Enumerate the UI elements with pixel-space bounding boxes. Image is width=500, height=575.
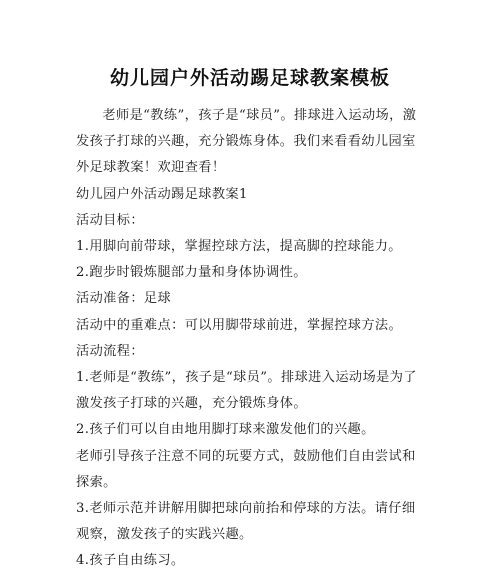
- goal-item-2: 2.跑步时锻炼腿部力量和身体协调性。: [76, 265, 307, 281]
- process-step-3: 3.老师示范并讲解用脚把球向前抬和停球的方法。请仔细观察，激发孩子的实践兴趣。: [76, 501, 416, 543]
- process-step-1: 1.老师是“教练”，孩子是“球员”。排球进入运动场是为了激发孩子打球的兴趣，充分锻炼身体。: [76, 370, 417, 412]
- intro-paragraph: 老师是“教练”，孩子是“球员”。排球进入运动场，激发孩子打球的兴趣，充分锻炼身体。我们来看看幼儿园室外足球教案！欢迎查看！: [76, 108, 417, 176]
- preparation-line: 活动准备：足球: [76, 291, 172, 307]
- process-step-2: 2.孩子们可以自由地用脚打球来激发他们的兴趣。: [76, 422, 375, 438]
- goal-item-1: 1.用脚向前带球，掌握控球方法，提高脚的控球能力。: [76, 239, 402, 255]
- lesson-heading: 幼儿园户外活动踢足球教案1: [76, 186, 248, 202]
- process-note: 老师引导孩子注意不同的玩要方式，鼓励他们自由尝试和探索。: [76, 448, 416, 490]
- document-body: [76, 103, 424, 575]
- section-goals-heading: 活动目标：: [76, 212, 144, 228]
- section-process-heading: 活动流程：: [76, 343, 144, 359]
- document-title: 幼儿园户外活动踢足球教案模板: [109, 67, 390, 89]
- process-step-4: 4.孩子自由练习。: [76, 553, 185, 569]
- key-points-line: 活动中的重难点：可以用脚带球前进，掌握控球方法。: [76, 317, 403, 333]
